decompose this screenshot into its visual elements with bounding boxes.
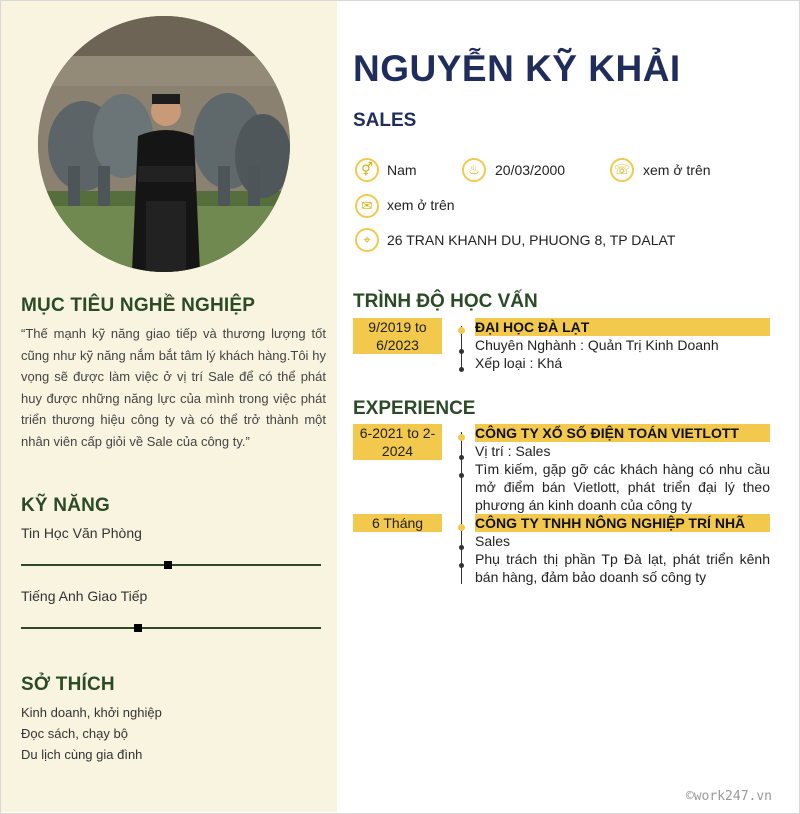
job-date: 6-2021 to 2-2024 — [353, 424, 442, 460]
education-major: Chuyên Nghành : Quản Trị Kinh Doanh — [475, 337, 719, 353]
birthday-cake-icon: ♨ — [462, 158, 486, 182]
phone-icon: ☏ — [610, 158, 634, 182]
email-icon: ✉ — [355, 194, 379, 218]
timeline-dot — [459, 473, 464, 478]
skills-title: KỸ NĂNG — [21, 495, 111, 516]
school-name: ĐẠI HỌC ĐÀ LẠT — [475, 318, 770, 336]
timeline-dot — [459, 455, 464, 460]
timeline-dot — [458, 524, 465, 531]
location-icon: ⌖ — [355, 228, 379, 252]
timeline-dot — [459, 367, 464, 372]
skill-label: Tiếng Anh Giao Tiếp — [21, 588, 148, 604]
address-value: 26 TRAN KHANH DU, PHUONG 8, TP DALAT — [387, 232, 676, 248]
timeline-dot — [458, 434, 465, 441]
skill-level-marker — [134, 624, 142, 632]
watermark: ©work247.vn — [685, 789, 772, 804]
hobby-item: Kinh doanh, khởi nghiệp — [21, 705, 162, 720]
job-description: Phụ trách thị phần Tp Đà lạt, phát triển kênh bán hàng, đảm bảo doanh số công ty — [475, 551, 770, 585]
dob-value: 20/03/2000 — [495, 162, 566, 178]
hobby-item: Đọc sách, chạy bộ — [21, 726, 128, 741]
candidate-name: NGUYỄN KỸ KHẢI — [353, 48, 681, 89]
skill-label: Tin Học Văn Phòng — [21, 525, 142, 541]
timeline-dot — [459, 563, 464, 568]
timeline-dot — [459, 349, 464, 354]
skill-level-marker — [164, 561, 172, 569]
email-value: xem ở trên — [387, 197, 455, 213]
job-date: 6 Tháng — [353, 514, 442, 532]
phone-value: xem ở trên — [643, 162, 711, 178]
education-grade: Xếp loại : Khá — [475, 355, 563, 371]
gender-icon: ⚥ — [355, 158, 379, 182]
company-name: CÔNG TY TNHH NÔNG NGHIỆP TRÍ NHÃ — [475, 514, 770, 532]
objective-title: MỤC TIÊU NGHỀ NGHIỆP — [21, 295, 256, 316]
job-position: Vị trí : Sales — [475, 443, 551, 459]
skill-bar — [21, 564, 321, 566]
company-name: CÔNG TY XỔ SỐ ĐIỆN TOÁN VIETLOTT — [475, 424, 770, 442]
timeline-dot — [459, 545, 464, 550]
hobby-item: Du lịch cùng gia đình — [21, 747, 143, 762]
candidate-role: SALES — [353, 110, 417, 131]
education-date: 9/2019 to 6/2023 — [353, 318, 442, 354]
job-description: Tìm kiếm, gặp gỡ các khách hàng có nhu cầu mở điểm bán Vietlott, phát triển đại lý theo phương án kinh doanh của công ty — [475, 461, 770, 513]
gender-value: Nam — [387, 162, 417, 178]
job-position: Sales — [475, 533, 511, 549]
hobbies-title: SỞ THÍCH — [21, 674, 115, 695]
experience-title: EXPERIENCE — [353, 398, 476, 419]
profile-photo — [38, 16, 290, 272]
objective-text: “Thế mạnh kỹ năng giao tiếp và thương lượng tốt cũng như kỹ năng nắm bắt tâm lý khách hàng.Tôi hy vọng sẽ được làm việc ở vị trí Sale để có thể phát huy được những năng lực của mình trong việc phát triển thương hiệu công ty và có thể trở thành một nhân viên cấp giỏi về Sale của công ty.” — [21, 326, 326, 449]
skill-bar — [21, 627, 321, 629]
timeline-dot — [458, 327, 465, 334]
education-title: TRÌNH ĐỘ HỌC VẤN — [353, 291, 538, 312]
